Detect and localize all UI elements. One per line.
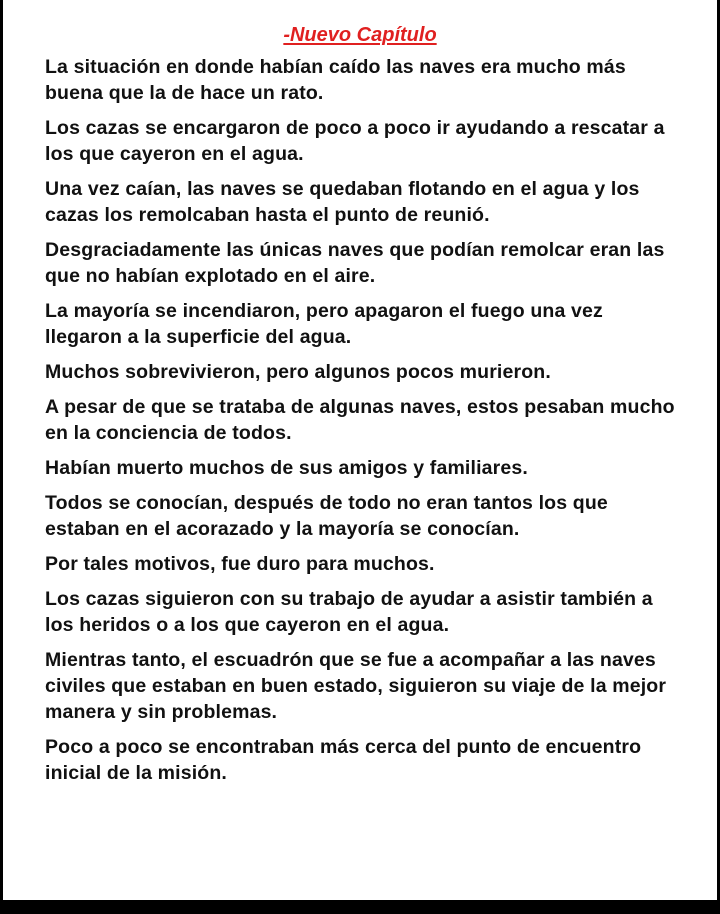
paragraph: Muchos sobrevivieron, pero algunos pocos murieron. xyxy=(45,361,551,383)
chapter-body xyxy=(3,54,717,786)
paragraph: Desgraciadamente las únicas naves que podían remolcar eran las que no habían explotado en el aire. xyxy=(45,239,665,287)
document-page xyxy=(3,0,717,900)
paragraph: Poco a poco se encontraban más cerca del punto de encuentro inicial de la misión. xyxy=(45,736,642,784)
paragraph: La situación en donde habían caído las naves era mucho más buena que la de hace un rato. xyxy=(45,56,626,104)
paragraph: A pesar de que se trataba de algunas naves, estos pesaban mucho en la conciencia de todos. xyxy=(45,396,675,444)
paragraph: Los cazas siguieron con su trabajo de ayudar a asistir también a los heridos o a los que cayeron en el agua. xyxy=(45,588,653,636)
paragraph: Todos se conocían, después de todo no eran tantos los que estaban en el acorazado y la mayoría se conocían. xyxy=(45,492,608,540)
paragraph: Por tales motivos, fue duro para muchos. xyxy=(45,553,435,575)
paragraph: Los cazas se encargaron de poco a poco ir ayudando a rescatar a los que cayeron en el agua. xyxy=(45,117,665,165)
paragraph: La mayoría se incendiaron, pero apagaron el fuego una vez llegaron a la superficie del agua. xyxy=(45,300,603,348)
paragraph: Mientras tanto, el escuadrón que se fue a acompañar a las naves civiles que estaban en buen estado, siguieron su viaje de la mejor manera y sin problemas. xyxy=(45,649,667,723)
paragraph: Habían muerto muchos de sus amigos y familiares. xyxy=(45,457,528,479)
paragraph: Una vez caían, las naves se quedaban flotando en el agua y los cazas los remolcaban hasta el punto de reunió. xyxy=(45,178,640,226)
chapter-title: -Nuevo Capítulo xyxy=(283,24,437,46)
